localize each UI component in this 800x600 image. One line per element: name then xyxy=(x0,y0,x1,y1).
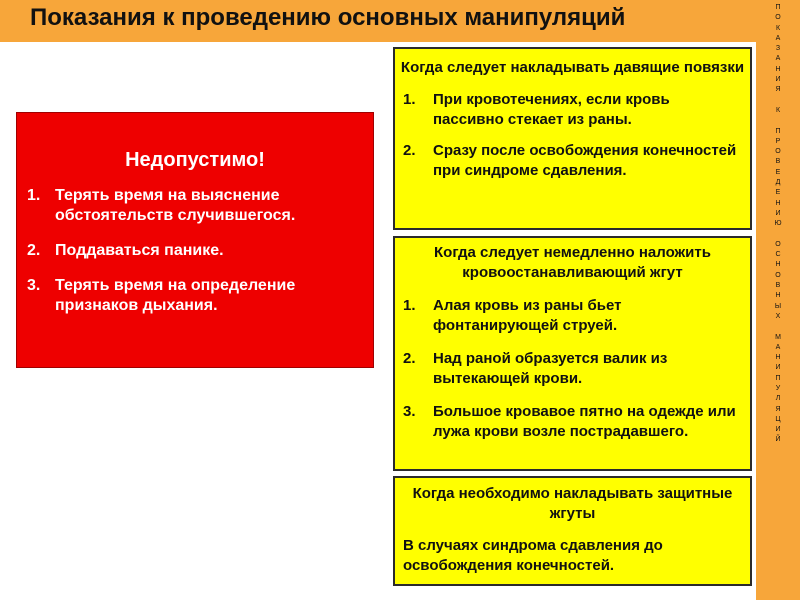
item-number: 3. xyxy=(27,277,41,294)
sidebar-letter: Я xyxy=(775,86,781,94)
item-text: Алая кровь из раны бьет фонтанирующей струей. xyxy=(433,297,622,334)
item-number: 1. xyxy=(27,187,41,204)
item-text: Терять время на определение признаков дыхания. xyxy=(55,277,296,314)
sidebar-letter: Ц xyxy=(775,415,781,423)
title-bar xyxy=(0,0,760,42)
sidebar-letter: Х xyxy=(775,312,781,320)
sidebar-letter: П xyxy=(775,4,781,11)
sidebar-letter: В xyxy=(775,282,781,290)
item-number: 1. xyxy=(403,297,416,314)
sidebar-letter: А xyxy=(775,34,781,42)
item-number: 2. xyxy=(403,142,416,159)
item-text: Сразу после освобождения конечностей при синдроме сдавления. xyxy=(433,142,737,179)
sidebar-letter: П xyxy=(775,374,781,382)
sidebar-letter: Ы xyxy=(774,302,782,310)
sidebar-letter: К xyxy=(775,106,781,114)
list-item xyxy=(27,186,363,226)
sidebar-letter: Н xyxy=(775,292,781,300)
forbidden-list xyxy=(17,186,373,316)
sidebar-letter: Ю xyxy=(774,220,782,228)
protective-tourniquet-box xyxy=(393,476,752,586)
sidebar-letter: Л xyxy=(775,395,781,403)
sidebar-letter: П xyxy=(775,127,781,135)
tourniquet-heading: Когда следует немедленно наложить кровоостанавливающий жгут xyxy=(434,244,711,281)
item-text: Над раной образуется валик из вытекающей крови. xyxy=(433,350,668,387)
pressure-bandage-list xyxy=(395,90,750,181)
protective-tourniquet-heading: Когда необходимо накладывать защитные жгуты xyxy=(412,485,733,522)
vertical-sidebar xyxy=(756,0,800,600)
sidebar-letter: О xyxy=(775,271,781,279)
pressure-bandage-heading: Когда следует накладывать давящие повязки xyxy=(400,59,745,76)
sidebar-letter: У xyxy=(775,384,781,392)
sidebar-letter: А xyxy=(775,55,781,63)
item-number: 1. xyxy=(403,91,416,108)
sidebar-letter: И xyxy=(775,209,781,217)
sidebar-letter: В xyxy=(775,158,781,166)
list-item xyxy=(403,402,742,442)
list-item xyxy=(403,349,742,389)
list-item xyxy=(27,241,363,261)
sidebar-letter: Р xyxy=(775,137,781,145)
item-text: Терять время на выяснение обстоятельств случившегося. xyxy=(55,187,296,224)
sidebar-letter: Н xyxy=(775,199,781,207)
tourniquet-list xyxy=(395,296,750,442)
sidebar-letter: Н xyxy=(775,354,781,362)
item-text: Поддаваться панике. xyxy=(55,242,224,259)
sidebar-letter: С xyxy=(775,251,781,259)
forbidden-heading: Недопустимо! xyxy=(125,149,265,171)
sidebar-letter: Н xyxy=(775,261,781,269)
protective-tourniquet-text: В случаях синдрома сдавления до освобождения конечностей. xyxy=(403,537,663,574)
sidebar-letter: Д xyxy=(775,179,781,187)
sidebar-letter: Н xyxy=(775,65,781,73)
sidebar-letter: О xyxy=(775,14,781,22)
sidebar-letter: И xyxy=(775,76,781,84)
tourniquet-box xyxy=(393,236,752,471)
item-text: Большое кровавое пятно на одежде или лужа крови возле пострадавшего. xyxy=(433,403,736,440)
sidebar-letter: И xyxy=(775,426,781,434)
list-item xyxy=(403,141,742,181)
list-item xyxy=(403,296,742,336)
sidebar-letter: З xyxy=(775,45,781,53)
sidebar-letter: Е xyxy=(775,168,781,176)
list-item xyxy=(27,276,363,316)
sidebar-letter: А xyxy=(775,343,781,351)
sidebar-letter: О xyxy=(775,240,781,248)
pressure-bandage-box xyxy=(393,47,752,230)
forbidden-box xyxy=(16,112,374,368)
list-item xyxy=(403,90,742,130)
sidebar-letter: И xyxy=(775,364,781,372)
page-title: Показания к проведению основных манипуляций xyxy=(30,4,626,31)
item-number: 2. xyxy=(27,242,41,259)
item-text: При кровотечениях, если кровь пассивно стекает из раны. xyxy=(433,91,670,128)
sidebar-letter: Й xyxy=(775,436,781,444)
sidebar-letter: О xyxy=(775,148,781,156)
sidebar-letter: К xyxy=(775,24,781,32)
item-number: 2. xyxy=(403,350,416,367)
sidebar-letter: Я xyxy=(775,405,781,413)
item-number: 3. xyxy=(403,403,416,420)
sidebar-letter: М xyxy=(775,333,781,341)
sidebar-letter: Е xyxy=(775,189,781,197)
